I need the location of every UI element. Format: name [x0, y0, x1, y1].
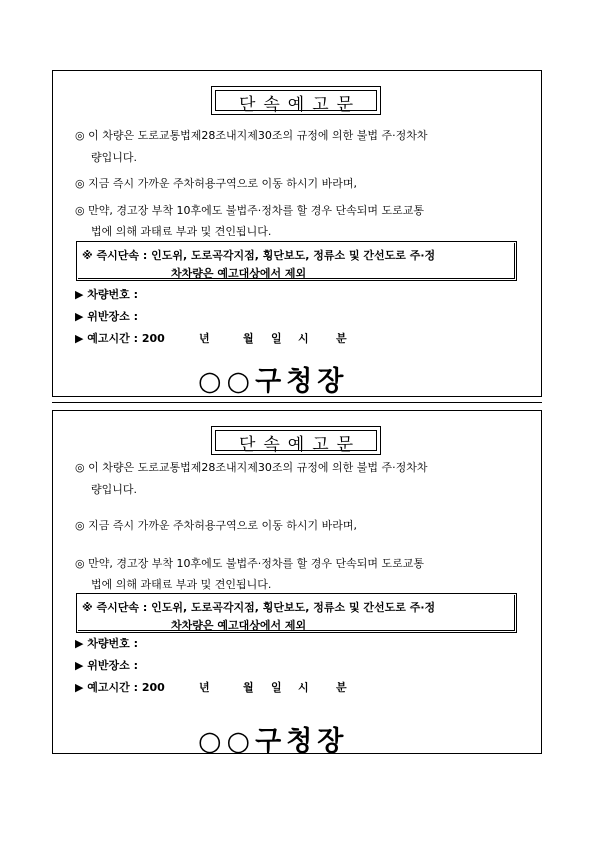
field-notice-time: ▶ 예고시간 : 200 — [75, 681, 165, 694]
notice-line-3a: ◎ 만약, 경고장 부착 10후에도 불법주·정차를 할 경우 단속되며 도로교통 — [75, 204, 424, 217]
notice-line-3b: 법에 의해 과태료 부과 및 견인됩니다. — [91, 225, 272, 238]
notice-line-3b: 법에 의해 과태료 부과 및 견인됩니다. — [91, 578, 272, 591]
notice-title-box — [211, 86, 381, 115]
notice-line-1b: 량입니다. — [91, 151, 138, 164]
field-violation-location: ▶ 위반장소 : — [75, 659, 139, 672]
notice-line-2: ◎ 지금 즉시 가까운 주차허용구역으로 이동 하시기 바라며, — [75, 177, 357, 190]
exception-line-1: ※ 즉시단속 : 인도위, 도로곡각지점, 횡단보도, 정류소 및 간선도로 주·정 — [82, 249, 436, 262]
notice-line-1a: ◎ 이 차량은 도로교통법제28조내지제30조의 규정에 의한 불법 주·정차차 — [75, 129, 428, 142]
time-day-label: 일 — [271, 681, 282, 694]
issuer-name: ○○구청장 — [198, 726, 349, 757]
time-day-label: 일 — [271, 332, 282, 345]
exception-line-1: ※ 즉시단속 : 인도위, 도로곡각지점, 횡단보도, 정류소 및 간선도로 주·정 — [82, 601, 436, 614]
notice-line-1a: ◎ 이 차량은 도로교통법제28조내지제30조의 규정에 의한 불법 주·정차차 — [75, 461, 428, 474]
notice-card-2 — [52, 410, 542, 757]
notice-line-3a: ◎ 만약, 경고장 부착 10후에도 불법주·정차를 할 경우 단속되며 도로교통 — [75, 557, 424, 570]
notice-line-2: ◎ 지금 즉시 가까운 주차허용구역으로 이동 하시기 바라며, — [75, 519, 357, 532]
time-year-label: 년 — [199, 332, 210, 345]
exception-line-2: 차차량은 예고대상에서 제외 — [171, 267, 307, 280]
exception-box — [76, 593, 517, 633]
divider-line — [52, 402, 542, 403]
notice-title: 단속예고문 — [238, 95, 362, 115]
time-minute-label: 분 — [336, 332, 347, 345]
notice-card-1 — [52, 70, 542, 397]
notice-line-1b: 량입니다. — [91, 483, 138, 496]
issuer-name: ○○구청장 — [198, 366, 349, 397]
notice-title-box — [211, 426, 381, 455]
field-vehicle-number: ▶ 차량번호 : — [75, 288, 139, 301]
time-month-label: 월 — [243, 681, 254, 694]
field-notice-time: ▶ 예고시간 : 200 — [75, 332, 165, 345]
field-vehicle-number: ▶ 차량번호 : — [75, 637, 139, 650]
time-hour-label: 시 — [298, 681, 309, 694]
exception-box — [76, 241, 517, 281]
exception-line-2: 차차량은 예고대상에서 제외 — [171, 619, 307, 632]
time-minute-label: 분 — [336, 681, 347, 694]
time-hour-label: 시 — [298, 332, 309, 345]
field-violation-location: ▶ 위반장소 : — [75, 310, 139, 323]
time-year-label: 년 — [199, 681, 210, 694]
notice-title: 단속예고문 — [238, 435, 362, 455]
time-month-label: 월 — [243, 332, 254, 345]
